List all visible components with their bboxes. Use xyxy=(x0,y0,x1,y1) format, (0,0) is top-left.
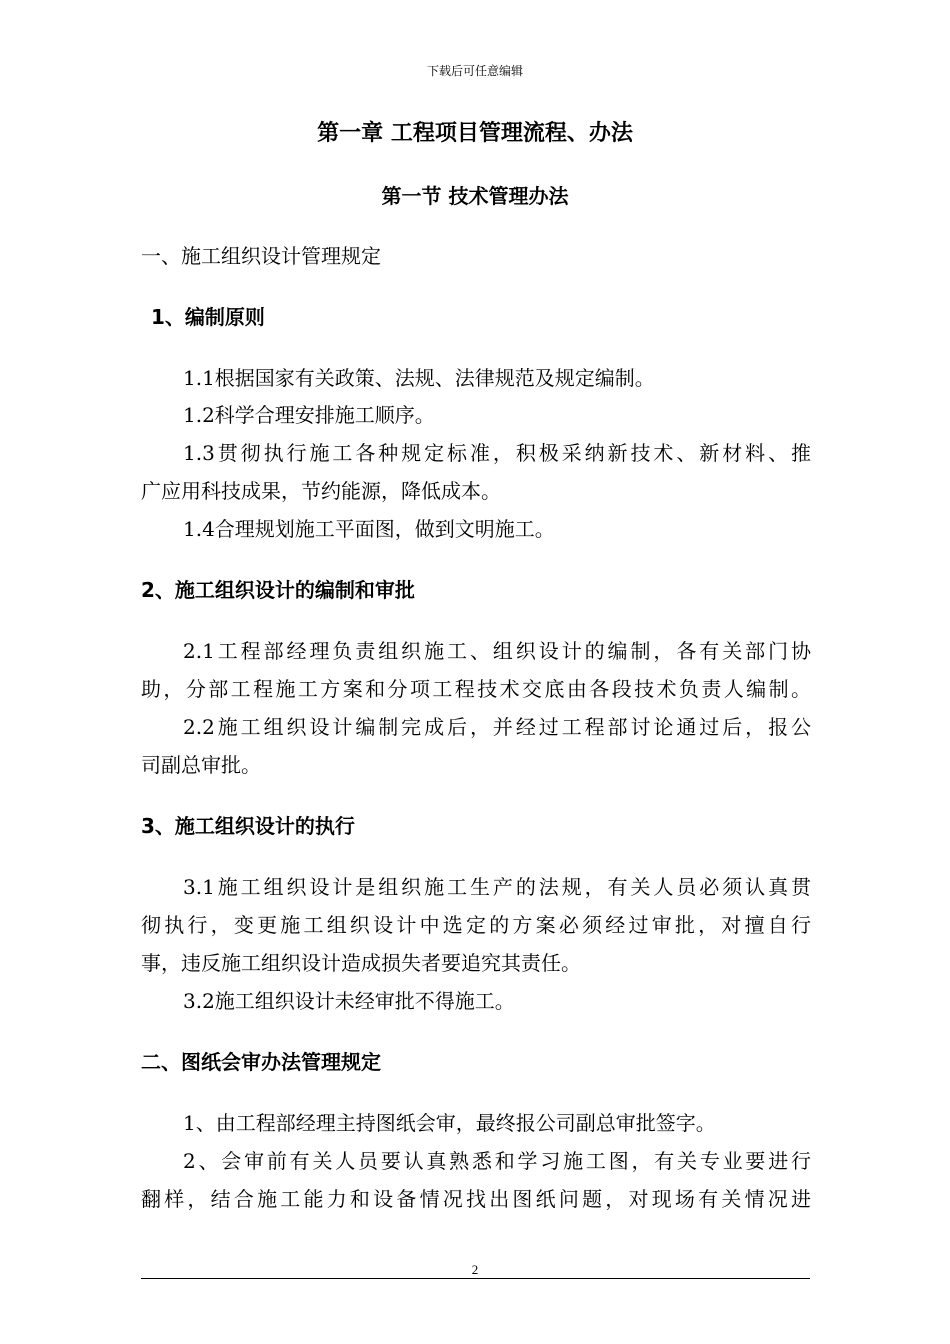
paragraph-line: 事，违反施工组织设计造成损失者要追究其责任。 xyxy=(141,951,581,975)
footer-rule xyxy=(141,1278,810,1279)
paragraph-line: 广应用科技成果，节约能源，降低成本。 xyxy=(141,479,501,503)
paragraph-line: 助，分部工程施工方案和分项工程技术交底由各段技术负责人编制。 xyxy=(141,677,811,701)
paragraph-line: 1.2科学合理安排施工顺序。 xyxy=(183,403,435,427)
paragraph-line: 司副总审批。 xyxy=(141,753,261,777)
subsection-heading: 一、施工组织设计管理规定 xyxy=(141,244,381,268)
paragraph-line: 2、会审前有关人员要认真熟悉和学习施工图，有关专业要进行 xyxy=(183,1149,811,1173)
paragraph-line: 1.1根据国家有关政策、法规、法律规范及规定编制。 xyxy=(183,366,655,390)
paragraph-line: 3.2施工组织设计未经审批不得施工。 xyxy=(183,989,515,1013)
paragraph-line: 彻执行，变更施工组织设计中选定的方案必须经过审批，对擅自行 xyxy=(141,913,811,937)
paragraph-line: 2.1工程部经理负责组织施工、组织设计的编制，各有关部门协 xyxy=(183,639,811,663)
section-title: 第一节 技术管理办法 xyxy=(381,184,569,208)
paragraph-line: 1、由工程部经理主持图纸会审，最终报公司副总审批签字。 xyxy=(183,1111,716,1135)
heading-compile-approval: 2、施工组织设计的编制和审批 xyxy=(141,578,415,602)
page-number: 2 xyxy=(471,1262,479,1277)
heading-execution: 3、施工组织设计的执行 xyxy=(141,814,355,838)
chapter-title: 第一章 工程项目管理流程、办法 xyxy=(317,121,633,146)
paragraph-line: 1.3贯彻执行施工各种规定标准，积极采纳新技术、新材料、推 xyxy=(183,441,811,465)
paragraph-line: 翻样，结合施工能力和设备情况找出图纸问题，对现场有关情况进 xyxy=(141,1187,811,1211)
heading-compile-principles: 1、编制原则 xyxy=(151,305,265,329)
paragraph-line: 1.4合理规划施工平面图，做到文明施工。 xyxy=(183,517,555,541)
header-note: 下载后可任意编辑 xyxy=(426,64,523,78)
paragraph-line: 3.1施工组织设计是组织施工生产的法规，有关人员必须认真贯 xyxy=(183,875,811,899)
paragraph-line: 2.2施工组织设计编制完成后，并经过工程部讨论通过后，报公 xyxy=(183,715,811,739)
heading-drawing-review: 二、图纸会审办法管理规定 xyxy=(141,1050,381,1074)
